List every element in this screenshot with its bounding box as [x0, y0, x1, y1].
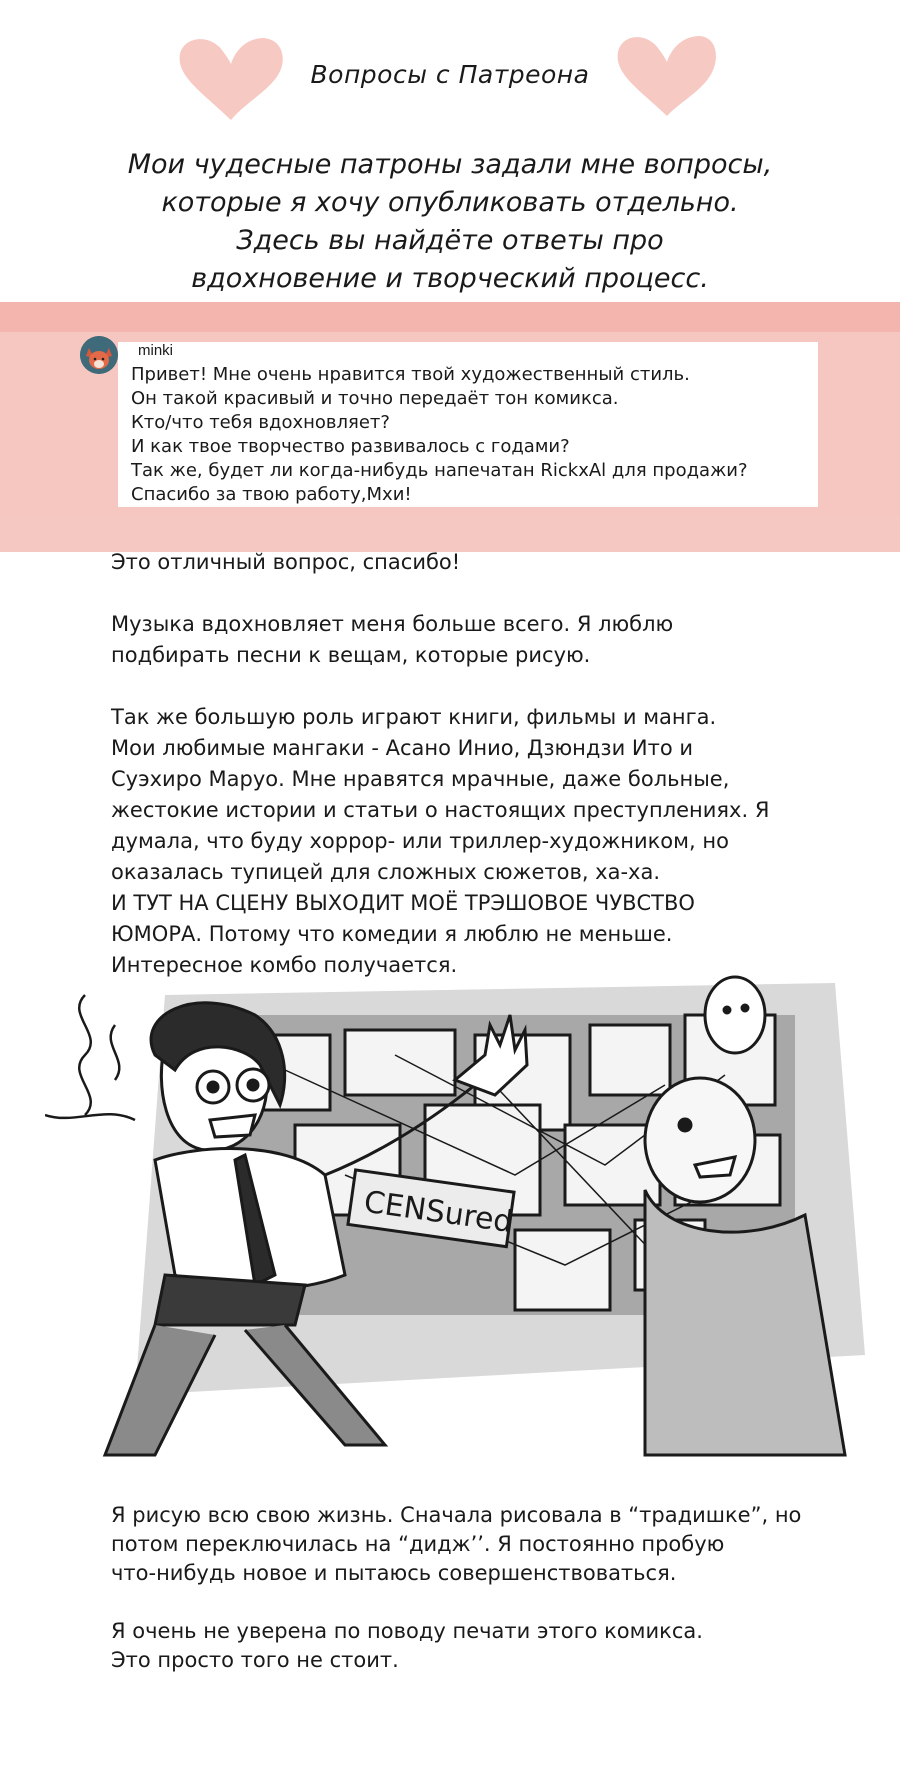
comment-line: Он такой красивый и точно передаёт тон комикса. [131, 388, 619, 409]
fox-avatar [80, 336, 118, 374]
answer-line: И ТУТ НА СЦЕНУ ВЫХОДИТ МОЁ ТРЭШОВОЕ ЧУВСТВО [111, 891, 695, 915]
fox-icon [80, 336, 118, 374]
answer-line: потом переключилась на “дидж’’. Я постоянно пробую [111, 1532, 725, 1556]
answer-line: Это отличный вопрос, спасибо! [111, 550, 461, 574]
comment-line: И как твое творчество развивалось с годами? [131, 436, 570, 457]
band-bottom-stroke [0, 515, 900, 551]
intro-line: которые я хочу опубликовать отдельно. [161, 187, 739, 218]
page-title: Вопросы с Патреона [310, 60, 590, 89]
answer-line: Музыка вдохновляет меня больше всего. Я люблю [111, 612, 674, 636]
comment-line: Привет! Мне очень нравится твой художественный стиль. [131, 364, 690, 385]
comment-author: minki [138, 342, 174, 359]
comic-illustration [45, 975, 885, 1470]
answer-line: Интересное комбо получается. [111, 953, 458, 977]
answer-line: Я рисую всю свою жизнь. Сначала рисовала в “традишке”, но [111, 1503, 802, 1527]
answer-line: Я очень не уверена по поводу печати этого комикса. [111, 1619, 703, 1643]
intro-line: Мои чудесные патроны задали мне вопросы, [127, 149, 773, 180]
answer-line: что-нибудь новое и пытаюсь совершенствоваться. [111, 1561, 677, 1585]
answer-line: Это просто того не стоит. [111, 1648, 399, 1672]
answer-line: ЮМОРА. Потому что комедии я люблю не меньше. [111, 922, 673, 946]
answer-line: жестокие истории и статьи о настоящих преступлениях. Я [111, 798, 770, 822]
censored-sign-text: CENSured [361, 1184, 515, 1241]
intro-line: вдохновение и творческий процесс. [191, 263, 709, 294]
band-top-stroke [0, 302, 900, 332]
intro-line: Здесь вы найдёте ответы про [236, 225, 664, 256]
answer-line: думала, что буду хоррор- или триллер-художником, но [111, 829, 729, 853]
comment-line: Спасибо за твою работу,Мхи! [131, 484, 412, 505]
comment-line: Так же, будет ли когда-нибудь напечатан RickxAl для продажи? [131, 460, 748, 481]
answer-line: подбирать песни к вещам, которые рисую. [111, 643, 591, 667]
answer-line: Мои любимые мангаки - Асано Инио, Дзюндзи Ито и [111, 736, 694, 760]
answer-line: Так же большую роль играют книги, фильмы и манга. [111, 705, 717, 729]
intro-text [100, 146, 800, 298]
answer-line: оказалась тупицей для сложных сюжетов, ха-ха. [111, 860, 661, 884]
answer-line: Суэхиро Маруо. Мне нравятся мрачные, даже больные, [111, 767, 730, 791]
comment-line: Кто/что тебя вдохновляет? [131, 412, 390, 433]
